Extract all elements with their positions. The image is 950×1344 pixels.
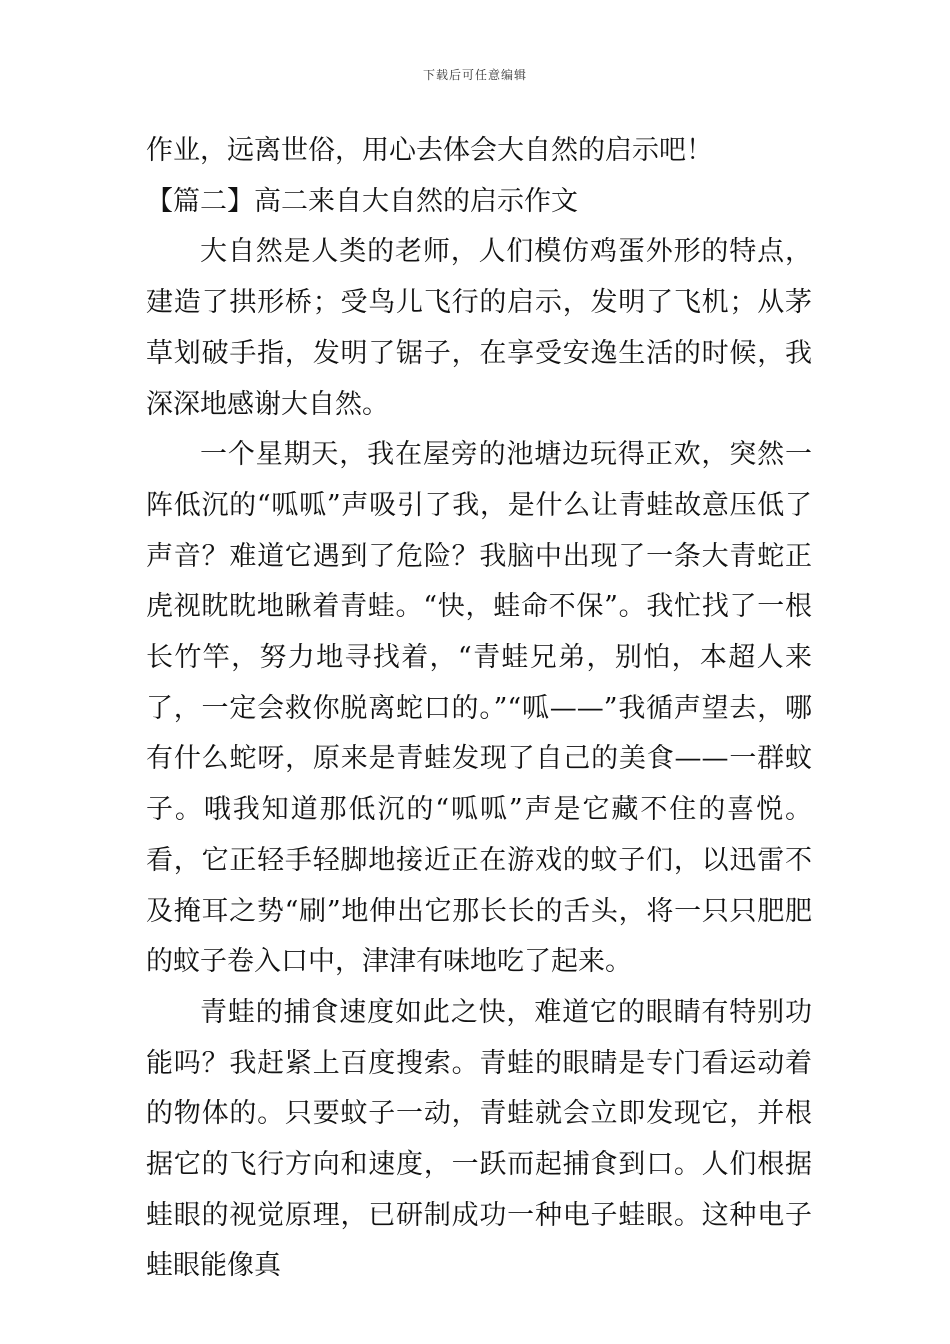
- paragraph-frog-eye: 青蛙的捕食速度如此之快，难道它的眼睛有特别功能吗？我赶紧上百度搜索。青蛙的眼睛是专门看运动着的物体的。只要蚊子一动，青蛙就会立即发现它，并根据它的飞行方向和速度，一跃而起捕食到口。人们根据蛙眼的视觉原理，已研制成功一种电子蛙眼。这种电子蛙眼能像真: [146, 996, 812, 1282]
- paragraph-continuation: 作业，远离世俗，用心去体会大自然的启示吧！: [146, 135, 713, 166]
- document-body: [146, 126, 812, 1292]
- page-header-note: 下载后可任意编辑: [422, 68, 527, 82]
- paragraph-intro: 大自然是人类的老师，人们模仿鸡蛋外形的特点，建造了拱形桥；受鸟儿飞行的启示，发明了飞机；从茅草划破手指，发明了锯子，在享受安逸生活的时候，我深深地感谢大自然。: [146, 236, 812, 420]
- section-heading: 【篇二】高二来自大自然的启示作文: [146, 185, 578, 217]
- paragraph-frog-story: 一个星期天，我在屋旁的池塘边玩得正欢，突然一阵低沉的“呱呱”声吸引了我，是什么让青蛙故意压低了声音？难道它遇到了危险？我脑中出现了一条大青蛇正虎视眈眈地瞅着青蛙。“快，蛙命不保”。我忙找了一根长竹竿，努力地寻找着，“青蛙兄弟，别怕，本超人来了，一定会救你脱离蛇口的。”“呱——”我循声望去，哪有什么蛇呀，原来是青蛙发现了自己的美食——一群蚊子。哦我知道那低沉的“呱呱”声是它藏不住的喜悦。看，它正轻手轻脚地接近正在游戏的蚊子们，以迅雷不及掩耳之势“刷”地伸出它那长长的舌头，将一只只肥肥的蚊子卷入口中，津津有味地吃了起来。: [146, 439, 812, 978]
